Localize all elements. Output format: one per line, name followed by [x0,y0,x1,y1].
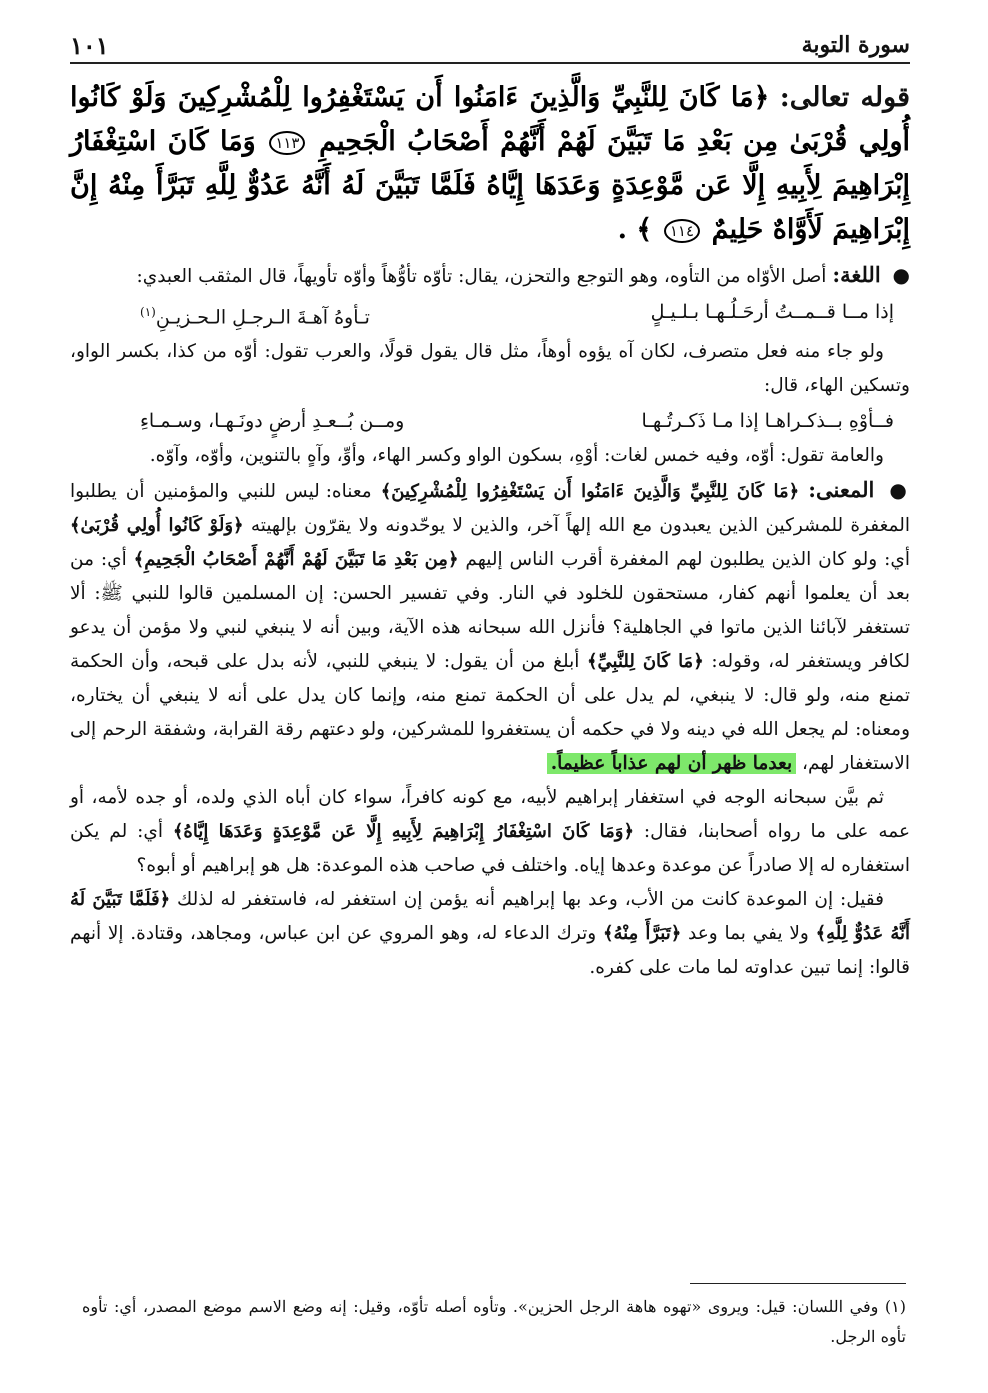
surah-title: سورة التوبة [801,32,910,58]
verse-quote: ﴿وَلَوْ كَانُوا أُولِي قُرْبَىٰ﴾ [70,515,244,537]
bullet-icon: ● [889,478,910,503]
footnote-number: (١) [884,1297,907,1316]
footnote [82,1292,906,1352]
bullet-icon: ● [892,263,910,287]
verse-text-2: وَمَا كَانَ اسْتِغْفَارُ إِبْرَاهِيمَ لِأَبِيهِ إِلَّا عَن مَّوْعِدَةٍ وَعَدَهَا إِيَّاهُ فَلَمَّا تَبَيَّنَ لَهُ أَنَّهُ عَدُوٌّ لِلَّهِ تَبَرَّأَ مِنْهُ إِنَّ إِبْرَاهِيمَ لَأَوَّاهٌ حَلِيمٌ [70,126,910,245]
verse-number-marker: ١١٣ [269,131,305,155]
poem-hemistich: فــأوْهِ بــذكـراهـا إذا مـا ذَكـرتُـهـا [641,410,894,433]
lugha-text: أصل الأوّاه من التأوه، وهو التوجع والتحزن، يقال: تأوّه تأوُّهاً وأوّه تأويهاً، قال المثقب العبدي: [136,266,827,287]
verse-quote: ﴿وَمَا كَانَ اسْتِغْفَارُ إِبْرَاهِيمَ لِأَبِيهِ إِلَّا عَن مَّوْعِدَةٍ وَعَدَهَا إِيَّاهُ﴾ [172,821,635,843]
lugha-paragraph [70,258,910,294]
lugha-label: اللغة: [832,262,881,287]
footnote-divider [690,1283,906,1284]
footnote-ref: (١) [140,305,156,319]
page-number: ١٠١ [70,30,109,60]
verse-quote: ﴿مِن بَعْدِ مَا تَبَيَّنَ لَهُمْ أَنَّهُمْ أَصْحَابُ الْجَحِيمِ﴾ [133,549,459,571]
maana-text: أبلغ من أن يقول: لا ينبغي للنبي، لأنه بدل على قبحه، وأن الحكمة تمنع منه، ولو قال: لا ينبغي، لم يدل على أن الحكمة تمنع منه، وإنما كان يدل على أنه لا ينبغي أن يختاره، ومعناه: لم يجعل الله في دينه ولا في حكمه أن يستغفروا للمشركين، ولو دعتهم رقة القرابة، وشفقة الرحم إلى الاستغفار لهم، [70,651,910,775]
header-divider [70,62,910,64]
lugha-paragraph-2: ولو جاء منه فعل متصرف، لكان آه يؤوه أوهاً، مثل قال يقول قولًا، والعرب تقول: أوّه من كذا، بكسر الواو، وتسكين الهاء، قال: [70,341,910,397]
verse-quote: ﴿فَلَمَّا تَبَيَّنَ لَهُ أَنَّهُ عَدُوٌّ لِلَّهِ﴾ [70,889,911,945]
page-header [70,28,910,62]
poem-verse-1 [70,294,910,335]
verse-closing: ﴾ . [617,214,653,245]
poem-verse-2 [70,403,910,439]
poem-hemistich: تـأوهُ آهـةَ الـرجـلِ الـحـزيـنِ$^{(١)}$ [140,305,370,329]
verse-quote: ﴿تَبَرَّأَ مِنْهُ﴾ [602,923,682,945]
mawida-paragraph: فقيل: إن الموعدة كانت من الأب، وعد بها إبراهيم أنه يؤمن إن استغفر له، فاستغفر له لذلك ﴿فَلَمَّا تَبَيَّنَ لَهُ أَنَّهُ عَدُوٌّ لِلَّهِ﴾ ولا يفي بما وعد ﴿تَبَرَّأَ مِنْهُ﴾ وترك الدعاء له، وهو المروي عن ابن عباس، ومجاهد، وقتادة. إلا أنهم قالوا: إنما تبين عداوته لما مات على كفره. [70,889,911,979]
page-content [70,76,910,985]
poem-hemistich: إذا مــا قــمــتُ أرحَـلُـهـا بـلـيـلٍ [650,301,894,323]
maana-text: أي: من بعد أن يعلموا أنهم كفار، مستحقون للخلود في النار. وفي تفسير الحسن: إن المسلمين قالوا للنبي ﷺ: ألا تستغفر لآبائنا الذين ماتوا في الجاهلية؟ فأنزل الله سبحانه هذه الآية، وبين أنه لا ينبغي لنبي ولا مؤمن أن يدعو لكافر ويستغفر له، وقوله: [70,549,911,673]
verse-quote: ﴿مَا كَانَ لِلنَّبِيِّ﴾ [586,651,704,673]
verse-block [70,76,910,252]
maana-text: أي: ولو كان الذين يطلبون لهم المغفرة أقرب الناس إليهم [465,549,910,571]
highlighted-text[interactable]: بعدما ظهر أن لهم عذاباً عظيماً. [547,753,796,774]
footnote-text: وفي اللسان: قيل: ويروى «تهوه هاهة الرجل الحزين». وتأوه أصله تأوّه، وقيل: إنه وضع الاسم موضع المصدر، أي: تأوه تأوه الرجل. [82,1297,906,1346]
maana-label: المعنى: [808,477,875,503]
verse-lead: قوله تعالى: [779,82,911,113]
poem-hemistich: ومــن بُــعـدِ أرضٍ دونَـهـا، وسـمـاءِ [140,410,405,433]
verse-quote: ﴿مَا كَانَ لِلنَّبِيِّ وَالَّذِينَ ءَامَنُوا أَن يَسْتَغْفِرُوا لِلْمُشْرِكِينَ﴾ [380,481,800,503]
lugha-paragraph-3: والعامة تقول: أوّه، وفيه خمس لغات: أوْهِ، بسكون الواو وكسر الهاء، وأوِّ، وآهٍ بالتنوين، وأوّه، وآوّه. [149,445,884,467]
istighfar-paragraph: ثم بيَّن سبحانه الوجه في استغفار إبراهيم لأبيه، مع كونه كافراً، سواء كان أباه الذي ولده، أو جده لأمه، أو عمه على ما رواه أصحابنا، فقال: ﴿وَمَا كَانَ اسْتِغْفَارُ إِبْرَاهِيمَ لِأَبِيهِ إِلَّا عَن مَّوْعِدَةٍ وَعَدَهَا إِيَّاهُ﴾ أي: لم يكن استغفاره له إلا صادراً عن موعدة وعدها إياه. واختلف في صاحب هذه الموعدة: هل هو إبراهيم أو أبوه؟ [70,787,910,877]
maana-text: معناه: ليس للنبي والمؤمنين أن يطلبوا المغفرة للمشركين الذين يعبدون مع الله إلهاً آخر، والذين لا يوحّدونه ولا يقرّون بإلهيته [70,481,910,537]
verse-number-marker: ١١٤ [664,219,700,243]
verse-text-1: ﴿مَا كَانَ لِلنَّبِيِّ وَالَّذِينَ ءَامَنُوا أَن يَسْتَغْفِرُوا لِلْمُشْرِكِينَ وَلَوْ كَانُوا أُولِي قُرْبَىٰ مِن بَعْدِ مَا تَبَيَّنَ لَهُمْ أَنَّهُمْ أَصْحَابُ الْجَحِيمِ [70,82,910,157]
maana-paragraph [70,473,910,781]
